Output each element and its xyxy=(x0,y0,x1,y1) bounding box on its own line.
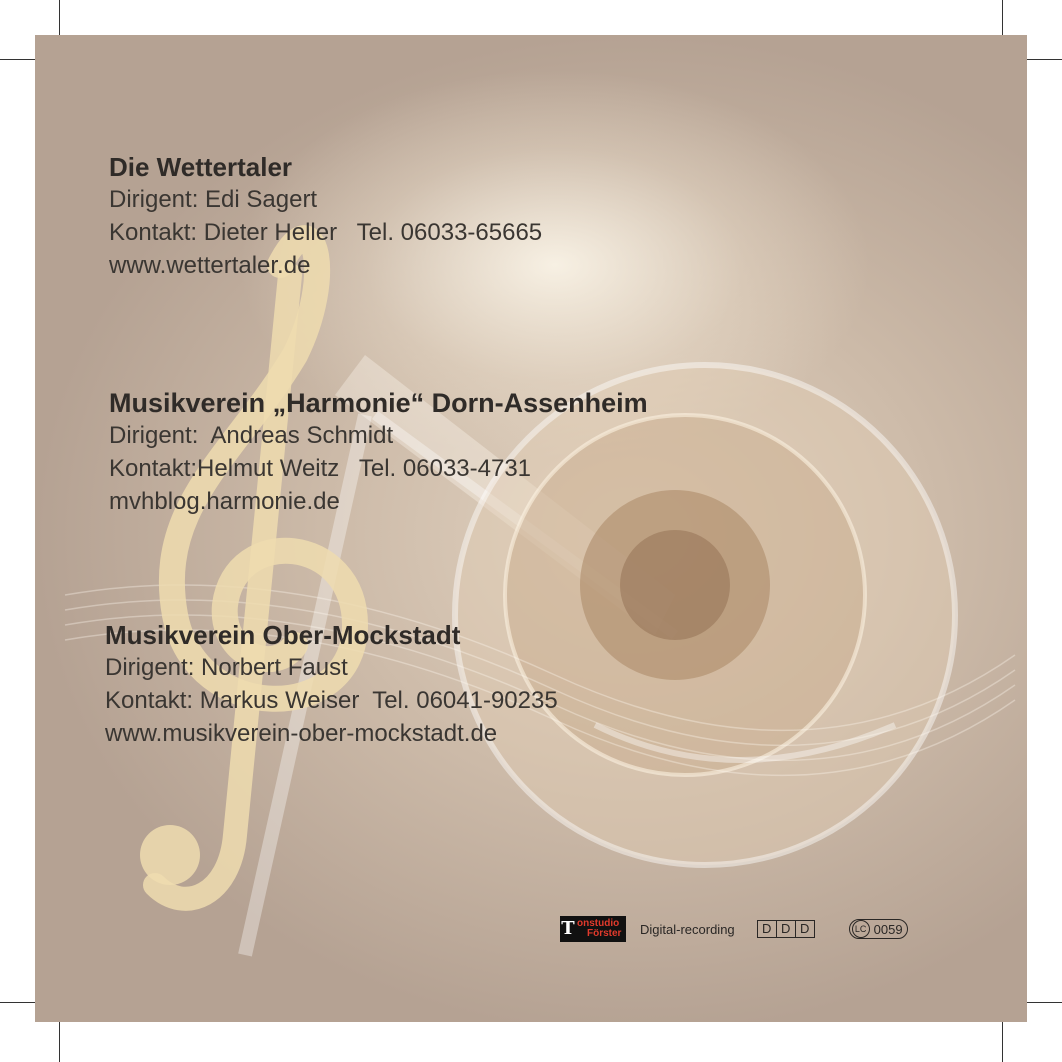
group-name: Die Wettertaler xyxy=(109,152,293,182)
ddd-letter: D xyxy=(761,921,772,936)
group-website: www.musikverein-ober-mockstadt.de xyxy=(105,720,498,747)
cd-back-panel xyxy=(35,35,1027,1022)
group-conductor: Dirigent: Andreas Schmidt xyxy=(109,422,394,449)
group-conductor: Dirigent: Norbert Faust xyxy=(105,654,348,681)
group-contact: Kontakt: Markus Weiser Tel. 06041-90235 xyxy=(105,687,558,714)
group-contact: Kontakt:Helmut Weitz Tel. 06033-4731 xyxy=(109,455,532,482)
group-block-ober-mockstadt xyxy=(105,619,558,750)
group-contact: Kontakt: Dieter Heller Tel. 06033-65665 xyxy=(109,219,543,246)
group-conductor: Dirigent: Edi Sagert xyxy=(109,186,318,213)
group-website: www.wettertaler.de xyxy=(109,252,311,279)
treble-clef-icon xyxy=(140,238,355,899)
ddd-letter: D xyxy=(776,921,795,937)
group-block-wettertaler xyxy=(109,151,542,282)
logo-line-1: onstudio xyxy=(577,918,620,929)
logo-line-2: Förster xyxy=(587,928,622,939)
ddd-code-box xyxy=(757,920,815,938)
lc-mark-icon: LC xyxy=(852,920,870,938)
group-website: mvhblog.harmonie.de xyxy=(109,488,340,515)
group-name: Musikverein Ober-Mockstadt xyxy=(105,620,461,650)
lc-number: 0059 xyxy=(873,921,903,937)
digital-recording-label: Digital-recording xyxy=(640,921,735,937)
label-code-badge xyxy=(849,919,908,939)
footer-bar xyxy=(560,913,908,945)
logo-t-mark: T xyxy=(561,918,575,939)
group-name: Musikverein „Harmonie“ Dorn-Assenheim xyxy=(109,388,648,418)
ddd-letter: D xyxy=(795,921,814,937)
group-block-harmonie xyxy=(109,387,648,518)
tonstudio-foerster-logo xyxy=(560,916,626,942)
crop-mark-bottom-right-v xyxy=(1002,1020,1003,1062)
crop-mark-bottom-left-v xyxy=(59,1020,60,1062)
